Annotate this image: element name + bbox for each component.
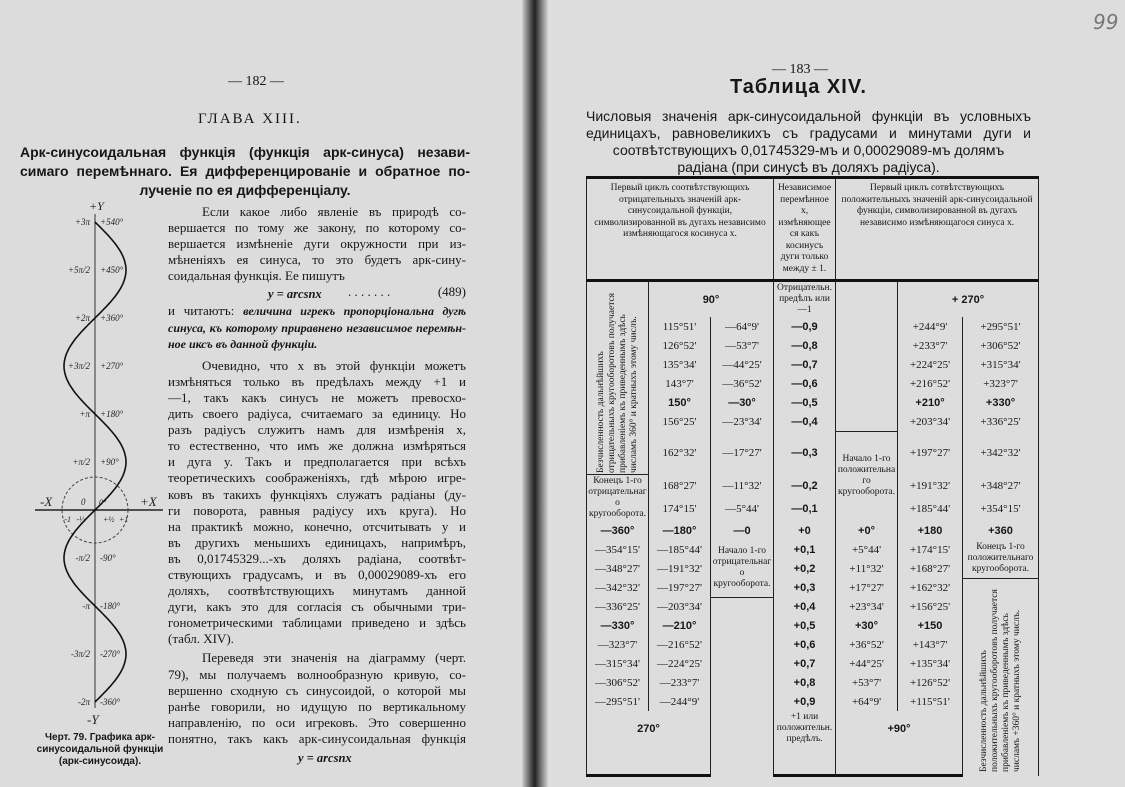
text-line: доляхъ, соотвѣтствующихъ минутамъ данной [168, 583, 466, 599]
negative-cycle-start-label: Начало 1-го отрицательнаго кругооборота. [711, 540, 774, 597]
negative-value: —44°25' [711, 355, 774, 374]
empty-cell [774, 746, 836, 776]
x-tick-label: -½ [76, 515, 85, 524]
table-header-row [587, 178, 1039, 281]
chapter-title [20, 143, 470, 200]
positive-value: +354°15' [963, 498, 1039, 521]
positive-value: +185°44' [898, 498, 963, 521]
text-line: измѣняться только въ предѣлахъ между +1 и [168, 373, 466, 389]
negative-value: —11°32' [711, 475, 774, 498]
text-line: ранѣе говорили, но идущую по вертикальному [168, 698, 466, 714]
x-value: —0,8 [774, 336, 836, 355]
table-row [587, 475, 1039, 498]
negative-value: —244°9' [649, 692, 711, 711]
page-number: — 183 — [772, 62, 828, 77]
negative-value: —306°52' [587, 673, 649, 692]
y-tick-radian-label: +π/2 [72, 457, 90, 467]
text-line: мѣненіяхъ ея синуса, то это будетъ арк-сину- [168, 252, 466, 268]
body-text [168, 204, 466, 747]
negative-top-apex: 90° [649, 281, 774, 318]
positive-value: +30° [836, 616, 898, 635]
text-line: дуги, какъ это для согласія съ обычными три- [168, 599, 466, 615]
positive-cycle-start-label: Начало 1-го положительнаго кругооборота. [836, 431, 898, 521]
positive-value: +23°34' [836, 597, 898, 616]
x-value: +0 [774, 521, 836, 540]
x-tick-label: +½ [103, 515, 115, 524]
page-number: — 182 — [228, 74, 284, 89]
negative-value: —203°34' [649, 597, 711, 616]
negative-bottom-apex: 270° [587, 711, 711, 746]
text-line: (табл. XIV). [168, 631, 234, 647]
negative-value: —23°34' [711, 412, 774, 431]
formula: y = arcsnx [298, 751, 352, 765]
positive-value: +64°9' [836, 692, 898, 711]
x-value: —0,6 [774, 374, 836, 393]
text-line: дить своего радіуса, считаемаго за единицу. Но [168, 406, 466, 422]
positive-value: +143°7' [898, 635, 963, 654]
x-negative-limit-label: Отрицательн. предѣлъ или —1 [774, 281, 836, 318]
text-line: ги поворота, равныя радіусу ихъ круга). Но [168, 502, 466, 518]
formula-leader: . . . . . . . [348, 284, 391, 300]
positive-value: +197°27' [898, 431, 963, 475]
zero-value: —360° [587, 521, 649, 540]
x-value: +0,5 [774, 616, 836, 635]
positive-value: +126°52' [898, 673, 963, 692]
text-line: ствующихъ градусамъ, и въ 0,00029089-хъ его [168, 566, 466, 582]
negative-value: 174°15' [649, 498, 711, 521]
positive-bottom-apex: +90° [836, 711, 963, 746]
zero-value: +360 [963, 521, 1039, 540]
table-row [587, 336, 1039, 355]
x-positive-limit-label: +1 или положительн. предѣлъ. [774, 711, 836, 746]
negative-note-cell [587, 281, 649, 475]
negative-value: —191°32' [649, 559, 711, 578]
y-tick-radian-label: +2π [74, 313, 90, 323]
text-line: разъ радіусъ служитъ намъ для измѣренія x, [168, 422, 466, 438]
reading-line [168, 303, 466, 319]
positive-value: +53°7' [836, 673, 898, 692]
x-header: Независимое перемѣнное x, измѣняющееся какъ косинусъ дуги только между ± 1. [774, 178, 836, 281]
table-row [587, 578, 1039, 597]
y-tick-degree-label: +180° [100, 409, 124, 419]
negative-value: —5°44' [711, 498, 774, 521]
formula: y = arcsnx [268, 287, 322, 302]
description-line: радіана (при синусѣ въ доляхъ радіуса). [677, 159, 940, 175]
x-tick-label: +1 [119, 515, 129, 524]
negative-value: 168°27' [649, 475, 711, 498]
figure-caption [30, 732, 170, 768]
apex-row [587, 281, 1039, 318]
positive-value: +306°52' [963, 336, 1039, 355]
positive-value: +323°7' [963, 374, 1039, 393]
minus-x-label: -X [40, 494, 53, 509]
negative-value: —36°52' [711, 374, 774, 393]
text-line: —1, такъ какъ синусъ не можетъ превосхо- [168, 389, 466, 405]
x-value: —0,2 [774, 475, 836, 498]
negative-value: 143°7' [649, 374, 711, 393]
negative-value: —342°32' [587, 578, 649, 597]
zero-value: —180° [649, 521, 711, 540]
zero-value: —0 [711, 521, 774, 540]
x-value: +0,6 [774, 635, 836, 654]
negative-value: —330° [587, 616, 649, 635]
empty-cell [711, 597, 774, 776]
x-value: —0,5 [774, 393, 836, 412]
negative-value: —53°7' [711, 336, 774, 355]
table-row [587, 498, 1039, 521]
positive-value: +210° [898, 393, 963, 412]
positive-value: +191°32' [898, 475, 963, 498]
x-value: +0,9 [774, 692, 836, 711]
x-value: —0,1 [774, 498, 836, 521]
text-line: гонометрическими таблицами приведено и здѣсь [168, 615, 466, 631]
x-value: —0,4 [774, 412, 836, 431]
caption-line: (арк-синусоида). [58, 756, 142, 767]
origin-label: 0 [81, 497, 86, 507]
text-line: на практикѣ можно, конечно, отсчитывать y и [168, 518, 466, 534]
negative-value: —224°25' [649, 654, 711, 673]
reading-prefix: и читаютъ: [168, 303, 235, 319]
positive-value: +233°7' [898, 336, 963, 355]
plus-y-label: +Y [89, 199, 104, 213]
text-line: вершается по тому же закону, по которому со- [168, 220, 466, 236]
positive-value: +135°34' [898, 654, 963, 673]
positive-value: +162°32' [898, 578, 963, 597]
y-tick-degree-label: -90° [100, 553, 116, 563]
negative-cycles-note: Безчисленность дальнѣйшихъ отрицательныхъ кругооборотовъ получается прибавленіемъ къ приведеннымъ здѣсь числамъ 360° и кратныхъ этому числъ. [595, 292, 639, 473]
negative-cycle-end-label: Конецъ 1-го отрицательнаго кругооборота. [588, 476, 647, 519]
text-line: вершенно сходную съ синусоидой, о которой мы [168, 682, 466, 698]
table-title: Таблица XIV. [730, 76, 867, 98]
y-tick-radian-label: +3π/2 [67, 361, 90, 371]
negative-value: 162°32' [649, 431, 711, 475]
negative-value: —354°15' [587, 540, 649, 559]
x-value: —0,9 [774, 317, 836, 336]
caption-line: синусоидальной функціи [36, 744, 164, 755]
negative-value: —216°52' [649, 635, 711, 654]
x-value: +0,7 [774, 654, 836, 673]
y-tick-degree-label: -180° [100, 601, 121, 611]
reading-line: синуса, къ которому приравнено независимое перемѣн- [168, 320, 466, 335]
title-line: Арк-синусоидальная функція (функція арк-синуса) незави- [20, 144, 470, 160]
text-line: въ другихъ меньшихъ единицахъ, напримѣръ, [168, 534, 466, 550]
x-value: +0,3 [774, 578, 836, 597]
x-tick-label: -1 [64, 515, 71, 524]
positive-value: +348°27' [963, 475, 1039, 498]
positive-value: +5°44' [836, 540, 898, 559]
negative-value: —30° [711, 393, 774, 412]
positive-value: +11°32' [836, 559, 898, 578]
table-row [587, 355, 1039, 374]
x-value: +0,4 [774, 597, 836, 616]
negative-value: —336°25' [587, 597, 649, 616]
positive-value: +330° [963, 393, 1039, 412]
y-tick-degree-label: +540° [100, 217, 124, 227]
negative-value: —64°9' [711, 317, 774, 336]
negative-value: —210° [649, 616, 711, 635]
empty-cell [836, 281, 898, 432]
origin-degree-label: 0° [99, 498, 107, 507]
y-tick-radian-label: +π [79, 409, 90, 419]
x-value: +0,2 [774, 559, 836, 578]
text-line: и дуга y. Такъ и предполагается при всѣхъ [168, 454, 466, 470]
right-page [548, 0, 1125, 787]
positive-value: +36°52' [836, 635, 898, 654]
negative-value: —323°7' [587, 635, 649, 654]
positive-value: +115°51' [898, 692, 963, 711]
reading-line: ное иксъ въ данной функціи. [168, 336, 318, 351]
positive-value: +315°34' [963, 355, 1039, 374]
y-tick-degree-label: +90° [100, 457, 119, 467]
y-tick-degree-label: +270° [100, 361, 124, 371]
arcsine-figure [0, 195, 165, 735]
negative-value: 156°25' [649, 412, 711, 431]
positive-value: +174°15' [898, 540, 963, 559]
table-row [587, 412, 1039, 431]
negative-cycle-header: Первый циклъ соотвѣтствующихъ отрицательныхъ значеній арк-синусоидальной функціи, символизированной въ дугахъ независимо измѣняющагося косинуса x. [587, 178, 774, 281]
positive-cycle-end-label: Конецъ 1-го положительнаго кругооборота. [963, 540, 1039, 578]
y-tick-degree-label: +450° [100, 265, 124, 275]
positive-value: +44°25' [836, 654, 898, 673]
text-line: теоретическихъ соображеніяхъ, гдѣ мѣрою игре- [168, 470, 466, 486]
empty-cell [587, 746, 711, 776]
text-line: Очевидно, что x въ этой функціи можетъ [202, 357, 466, 373]
zero-value: +180 [898, 521, 963, 540]
y-tick-radian-label: -π/2 [75, 553, 90, 563]
negative-value: 150° [649, 393, 711, 412]
description-line: соотвѣтствующихъ 0,01745329-мъ и 0,00029089-мъ долямъ [612, 142, 1005, 158]
y-tick-degree-label: -270° [100, 649, 121, 659]
negative-value: —185°44' [649, 540, 711, 559]
handwritten-mark: 99 [1093, 10, 1119, 34]
negative-value: 135°34' [649, 355, 711, 374]
positive-value: +216°52' [898, 374, 963, 393]
positive-top-apex: + 270° [898, 281, 1039, 318]
positive-value: +168°27' [898, 559, 963, 578]
x-value: +0,1 [774, 540, 836, 559]
formula-489 [168, 284, 466, 303]
y-tick-radian-label: +5π/2 [67, 265, 90, 275]
y-tick-degree-label: -360° [100, 697, 121, 707]
text-line: соидальная функція. Ее пишутъ [168, 268, 345, 284]
positive-value: +17°27' [836, 578, 898, 597]
text-line: Переведя эти значенія на діаграмму (черт. [202, 650, 466, 666]
y-tick-degree-label: +360° [100, 313, 124, 323]
empty-cell [836, 746, 963, 776]
text-line: то естественно, что имъ же должна измѣряться [168, 438, 466, 454]
minus-y-label: -Y [87, 712, 99, 727]
table-row [587, 393, 1039, 412]
positive-value: +244°9' [898, 317, 963, 336]
arcsine-table [586, 176, 1039, 777]
x-value: —0,7 [774, 355, 836, 374]
negative-value: —17°27' [711, 431, 774, 475]
negative-value: 115°51' [649, 317, 711, 336]
negative-value: —197°27' [649, 578, 711, 597]
positive-value: +295°51' [963, 317, 1039, 336]
plus-x-label: +X [140, 494, 157, 509]
table-row [587, 431, 1039, 475]
y-tick-radian-label: +3π [74, 217, 90, 227]
title-line: лученіе по ея дифференціалу. [139, 182, 351, 198]
table-row [587, 374, 1039, 393]
zero-value: +0° [836, 521, 898, 540]
zero-row [587, 521, 1039, 540]
positive-value: +224°25' [898, 355, 963, 374]
positive-value: +203°34' [898, 412, 963, 431]
y-tick-radian-label: -2π [77, 697, 90, 707]
formula-number: (489) [437, 284, 466, 300]
chapter-heading: ГЛАВА XIII. [198, 111, 302, 127]
table-description [586, 108, 1031, 176]
description-line: единицахъ, равновеликихъ съ градусами и минутами дуги и [586, 125, 1031, 141]
positive-value: +336°25' [963, 412, 1039, 431]
y-tick-radian-label: -3π/2 [70, 649, 90, 659]
text-line: 79), мы получаемъ волнообразную кривую, со- [168, 666, 466, 682]
positive-cycle-header: Первый циклъ сотвѣтствующихъ положительныхъ значеній арк-синусоидальной функціи, символизированной въ дугахъ независимо измѣняющагося синуса x. [836, 178, 1039, 281]
x-value: —0,3 [774, 431, 836, 475]
text-line: направленію, по оси игрековъ. Это совершенно [168, 714, 466, 730]
negative-value: —295°51' [587, 692, 649, 711]
text-line: понятно, такъ какъ арк-синусоидальная функція [168, 730, 466, 746]
positive-note-cell [963, 578, 1039, 776]
negative-value: 126°52' [649, 336, 711, 355]
negative-value: —233°7' [649, 673, 711, 692]
positive-value: +156°25' [898, 597, 963, 616]
table-row [587, 540, 1039, 559]
positive-value: +342°32' [963, 431, 1039, 475]
description-line: Числовыя значенія арк-синусоидальной функціи въ условныхъ [586, 108, 1031, 124]
positive-value: +150 [898, 616, 963, 635]
x-value: +0,8 [774, 673, 836, 692]
book-spine [522, 0, 548, 787]
text-line: Если какое либо явленіе въ природѣ со- [202, 204, 466, 219]
negative-value: —315°34' [587, 654, 649, 673]
title-line: симаго перемѣннаго. Ея дифференцированіе и обратное по- [20, 163, 470, 179]
caption-line: Черт. 79. Графика арк- [44, 732, 156, 743]
negative-value: —348°27' [587, 559, 649, 578]
positive-cycles-note: Безчисленность дальнѣйшихъ положительныхъ кругооборотовъ получается прибавленіемъ къ приведеннымъ здѣсь числамъ +360° и кратныхъ этому числъ. [978, 589, 1022, 772]
y-tick-radian-label: -π [82, 601, 90, 611]
text-line: ковъ въ такихъ функціяхъ служатъ радіаны (ду- [168, 486, 466, 502]
reading-text: величина игрекъ пропорціональна дугѣ [243, 304, 467, 319]
left-page [0, 0, 522, 787]
text-line: вершается измѣненіе дуги окружности при из- [168, 236, 466, 252]
table-row [587, 317, 1039, 336]
text-line: въ 0,01745329...-хъ доляхъ радіана, соотвѣт- [168, 550, 466, 566]
